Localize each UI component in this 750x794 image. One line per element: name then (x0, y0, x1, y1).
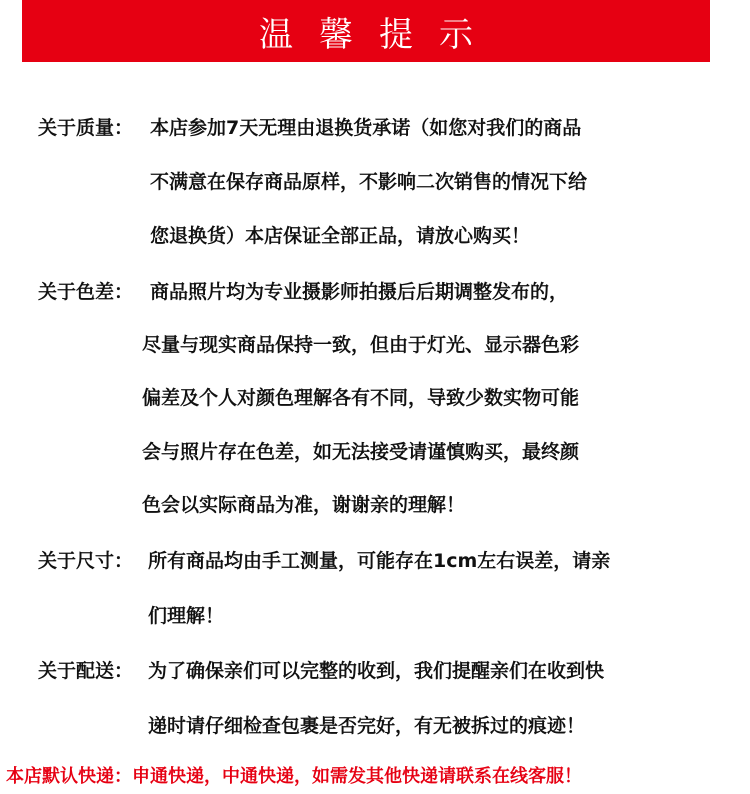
delivery-label: 关于配送： (38, 660, 134, 682)
quality-line-3: 您退换货）本店保证全部正品，请放心购买！ (150, 225, 531, 247)
delivery-line-1: 为了确保亲们可以完整的收到，我们提醒亲们在收到快 (148, 660, 605, 682)
size-label: 关于尺寸： (38, 550, 134, 572)
color-line-5: 色会以实际商品为准，谢谢亲的理解！ (142, 494, 466, 516)
color-line-2: 尽量与现实商品保持一致，但由于灯光、显示器色彩 (142, 334, 580, 356)
page-title: 温馨提示 (259, 14, 499, 55)
quality-label: 关于质量： (38, 117, 134, 139)
delivery-line-2: 递时请仔细检查包裹是否完好，有无被拆过的痕迹！ (148, 715, 586, 737)
size-line-2: 们理解！ (148, 605, 225, 627)
color-label: 关于色差： (38, 281, 134, 303)
color-line-1: 商品照片均为专业摄影师拍摄后后期调整发布的， (150, 281, 569, 303)
size-line-1: 所有商品均由手工测量，可能存在1cm左右误差，请亲 (148, 550, 611, 572)
quality-line-1: 本店参加7天无理由退换货承诺（如您对我们的商品 (150, 117, 582, 139)
color-line-3: 偏差及个人对颜色理解各有不同，导致少数实物可能 (142, 387, 580, 409)
title-banner (22, 0, 710, 62)
footer-shipping-note: 本店默认快递：申通快递，中通快递，如需发其他快递请联系在线客服！ (6, 766, 582, 787)
color-line-4: 会与照片存在色差，如无法接受请谨慎购买，最终颜 (142, 441, 580, 463)
quality-line-2: 不满意在保存商品原样，不影响二次销售的情况下给 (150, 171, 588, 193)
